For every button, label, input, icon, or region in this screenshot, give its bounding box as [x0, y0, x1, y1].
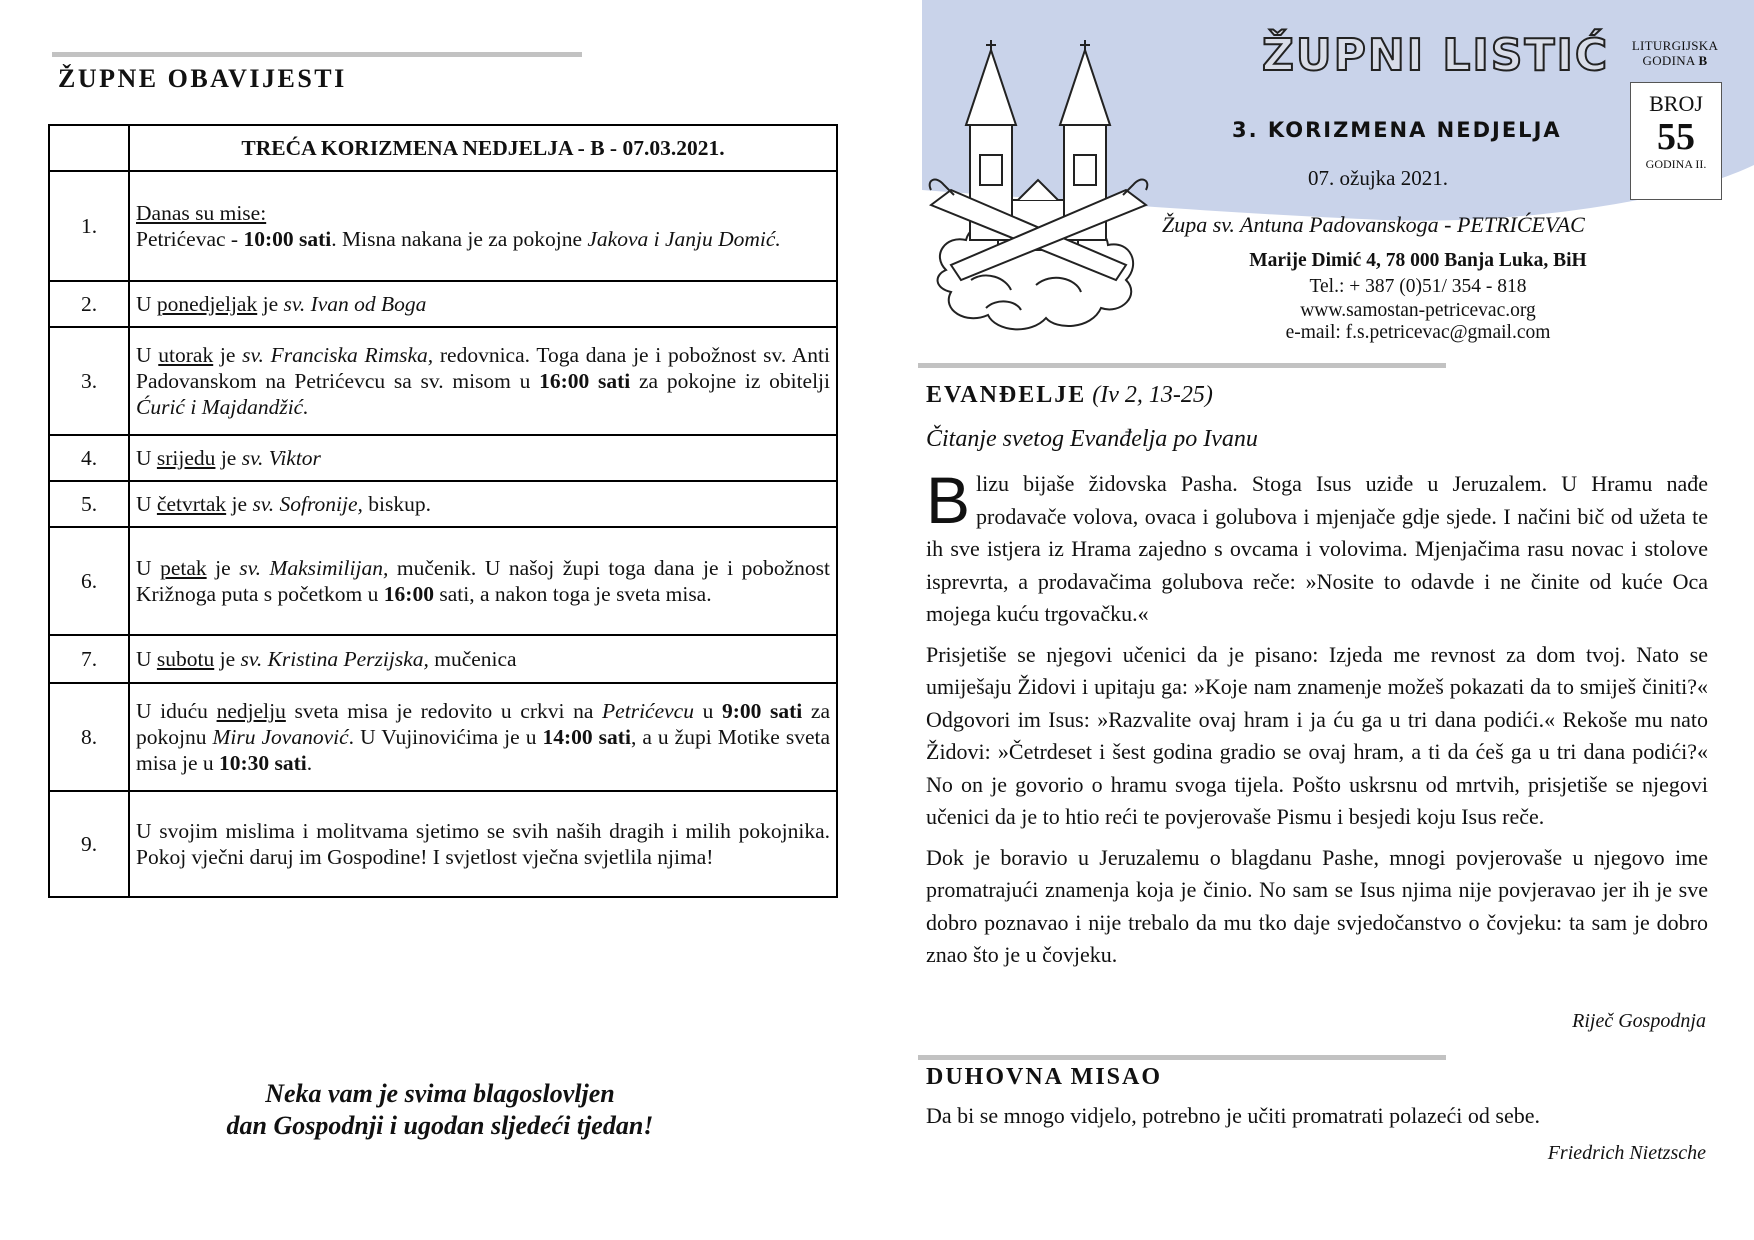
section-title-announcements: ŽUPNE OBAVIJESTI [58, 64, 347, 93]
email: e-mail: f.s.petricevac@gmail.com [1285, 322, 1551, 343]
row-number: 8. [49, 683, 129, 791]
row-number: 9. [49, 791, 129, 897]
announcement-text: U svojim mislima i molitvama sjetimo se svih naših dragih i milih pokojnika. Pokoj vječni daruj im Gospodine! I svjetlost vječna svjetlila njima! [129, 791, 837, 897]
announcement-text: U iduću nedjelju sveta misa je redovito u crkvi na Petrićevcu u 9:00 sati za pokojnu Miru Jovanović. U Vujinovićima je u 14:00 sati, a u župi Motike sveta misa je u 10:30 sati. [129, 683, 837, 791]
announcement-text: Danas su mise: Petrićevac - 10:00 sati. Misna nakana je za pokojne Jakova i Janju Domić. [129, 171, 837, 281]
gospel-closing: Riječ Gospodnja [1572, 1010, 1706, 1032]
closing-line-2: dan Gospodnji i ugodan sljedeći tjedan! [226, 1111, 654, 1140]
masthead-title: ŽUPNI LISTIĆ [1262, 30, 1610, 81]
godina-label: GODINA II. [1645, 157, 1707, 171]
left-top-rule [52, 52, 582, 57]
table-row [49, 327, 837, 435]
announcement-text: U subotu je sv. Kristina Perzijska, mučenica [129, 635, 837, 683]
gospel-intro: Čitanje svetog Evanđelja po Ivanu [926, 426, 1258, 452]
table-row [49, 171, 837, 281]
liturgical-year-label: LITURGIJSKA GODINA B [1631, 38, 1719, 68]
row-number: 2. [49, 281, 129, 327]
gospel-reference: (Iv 2, 13-25) [1092, 382, 1213, 408]
broj-label: BROJ [1649, 91, 1703, 116]
announcement-text: U ponedjeljak je sv. Ivan od Boga [129, 281, 837, 327]
announcement-text: U srijedu je sv. Viktor [129, 435, 837, 481]
issue-date: 07. ožujka 2021. [1308, 166, 1448, 190]
table-row [49, 435, 837, 481]
gospel-heading [926, 382, 1213, 409]
gospel-title: EVANĐELJE [926, 382, 1087, 408]
table-row [49, 791, 837, 897]
thought-text: Da bi se mnogo vidjelo, potrebno je učiti promatrati polazeći od sebe. [926, 1103, 1540, 1128]
table-row [49, 281, 837, 327]
parish-name: Župa sv. Antuna Padovanskoga - PETRIĆEVAC [1162, 212, 1585, 237]
gospel-paragraph: Blizu bijaše židovska Pasha. Stoga Isus uziđe u Jeruzalem. U Hramu nađe prodavače volova, ovaca i golubova i mjenjače gdje sjede. I načini bič od užeta te ih sve istjera iz Hrama zajedno s ovcama i volovima. Mjenjačima rasu novac i stolove isprevrta, a prodavačima golubova reče: »Nosite to odavde i ne činite od kuće Oca mojega kuću trgovačku.« [926, 463, 1708, 626]
row-number: 4. [49, 435, 129, 481]
broj-number: 55 [1657, 116, 1695, 158]
table-row [49, 481, 837, 527]
row-number: 5. [49, 481, 129, 527]
row-number: 3. [49, 327, 129, 435]
thought-top-rule [918, 1055, 1446, 1060]
website: www.samostan-petricevac.org [1300, 300, 1536, 321]
announcement-text: U petak je sv. Maksimilijan, mučenik. U našoj župi toga dana je i pobožnost Križnoga puta s početkom u 16:00 sati, a nakon toga je sveta misa. [129, 527, 837, 635]
table-header-row [49, 125, 837, 171]
announcements-table [48, 124, 838, 898]
closing-blessing [150, 1078, 730, 1142]
gospel-paragraph: Prisjetiše se njegovi učenici da je pisano: Izjeda me revnost za dom tvoj. Nato se umiješaju Židovi i upitaju ga: »Koje nam znamenje možeš pokazati da to smiješ činiti?« Odgovori im Isus: »Razvalite ovaj hram i ja ću ga u tri dana podići.« Rekoše mu nato Židovi: »Četrdeset i šest godina gradio se ovaj hram, a ti da ćeš ga u tri dana podići?« No on je govorio o hramu svoga tijela. Pošto uskrsnu od mrtvih, prisjetiše se njegovi učenici da je to htio reći te povjerovaše Pismu i besjedi koju Isus reče. [926, 641, 1708, 829]
table-row [49, 683, 837, 791]
phone: Tel.: + 387 (0)51/ 354 - 818 [1309, 276, 1527, 297]
sunday-title: 3. KORIZMENA NEDJELJA [1232, 118, 1562, 142]
gospel-top-rule [918, 363, 1446, 368]
announcement-text: U četvrtak je sv. Sofronije, biskup. [129, 481, 837, 527]
row-number: 7. [49, 635, 129, 683]
closing-line-1: Neka vam je svima blagoslovljen [265, 1079, 615, 1108]
thought-title: DUHOVNA MISAO [926, 1064, 1163, 1090]
table-header: TREĆA KORIZMENA NEDJELJA - B - 07.03.2021. [129, 125, 837, 171]
gospel-text [926, 463, 1708, 972]
address: Marije Dimić 4, 78 000 Banja Luka, BiH [1249, 250, 1587, 271]
table-row [49, 527, 837, 635]
church-logo-icon [926, 40, 1152, 340]
row-number: 6. [49, 527, 129, 635]
table-row [49, 635, 837, 683]
announcement-text: U utorak je sv. Franciska Rimska, redovnica. Toga dana je i pobožnost sv. Anti Padovanskom na Petrićevcu sa sv. misom u 16:00 sati za pokojne iz obitelji Ćurić i Majdandžić. [129, 327, 837, 435]
header-empty-cell [49, 125, 129, 171]
drop-cap: B [926, 463, 971, 537]
gospel-paragraph: Dok je boravio u Jeruzalemu o blagdanu Pashe, mnogi povjerovaše u njegovo ime promatrajući znamenja koja je činio. No sam se Isus njima nije povjeravao jer ih je sve dobro poznavao i nije trebalo da mu tko daje svjedočanstvo o čovjeku: ta sam je dobro znao što je u čovjeku. [926, 844, 1708, 967]
row-number: 1. [49, 171, 129, 281]
issue-number-box [1630, 82, 1722, 200]
thought-author: Friedrich Nietzsche [1547, 1142, 1706, 1164]
